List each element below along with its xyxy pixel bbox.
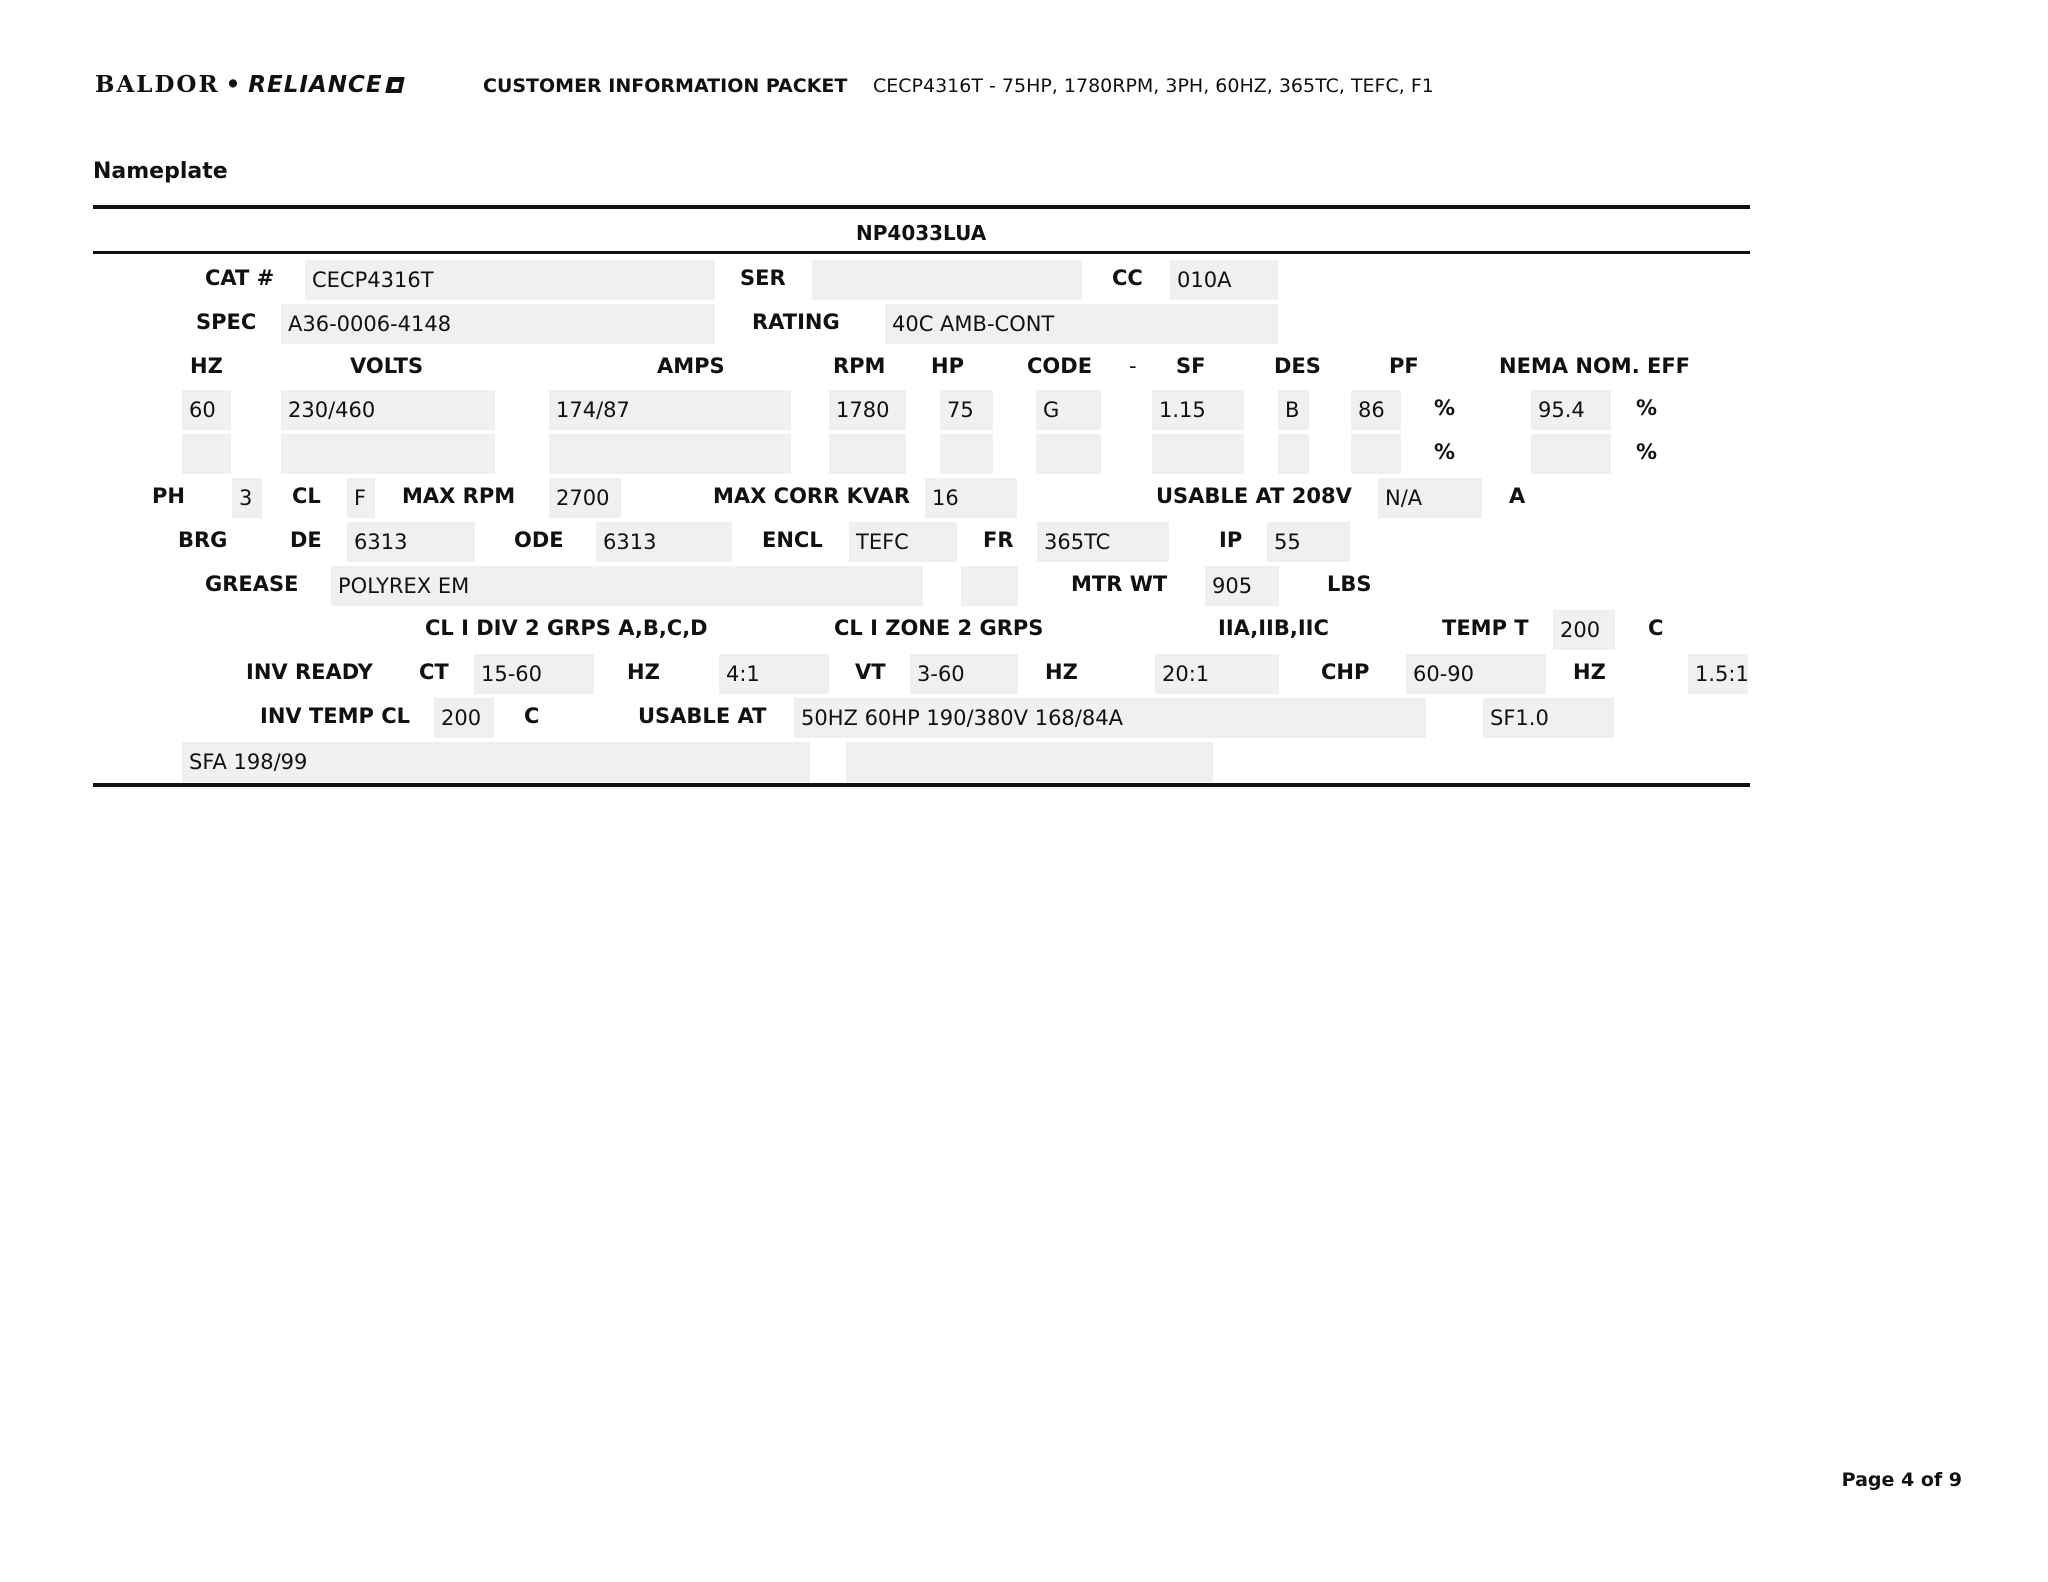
value-code: G	[1036, 390, 1101, 430]
label-ip: IP	[1219, 528, 1243, 552]
value-inv-temp-cl: 200	[434, 698, 494, 738]
label-temp-unit: C	[1648, 616, 1664, 640]
label-inv-ready: INV READY	[246, 660, 373, 684]
nameplate-bottom-rule	[93, 783, 1750, 787]
label-usable-at: USABLE AT	[638, 704, 767, 728]
value-ser	[812, 260, 1082, 300]
brand-right: RELIANCE	[248, 71, 383, 98]
label-de: DE	[290, 528, 322, 552]
label-rpm: RPM	[833, 354, 886, 378]
nameplate-code: NP4033LUA	[856, 221, 987, 245]
label-vt-hz: HZ	[1045, 660, 1078, 684]
label-zone-groups: IIA,IIB,IIC	[1218, 616, 1329, 640]
label-vt: VT	[855, 660, 886, 684]
value-ip: 55	[1267, 522, 1350, 562]
value-des: B	[1278, 390, 1309, 430]
value-cl: F	[347, 478, 375, 518]
value-amps: 174/87	[549, 390, 791, 430]
label-grease: GREASE	[205, 572, 299, 596]
label-cl1-zone2: CL I ZONE 2 GRPS	[834, 616, 1044, 640]
label-fr: FR	[983, 528, 1014, 552]
label-mtr-wt: MTR WT	[1071, 572, 1168, 596]
value-ct: 15-60	[474, 654, 594, 694]
label-nema-eff: NEMA NOM. EFF	[1499, 354, 1691, 378]
value-spec: A36-0006-4148	[281, 304, 715, 344]
label-cc: CC	[1112, 266, 1143, 290]
brand-dot: •	[225, 71, 243, 98]
value-sfa-extra	[846, 742, 1213, 782]
label-chp-hz: HZ	[1573, 660, 1606, 684]
value-amps-2	[549, 434, 791, 474]
label-cat: CAT #	[205, 266, 275, 290]
value-vt-ratio: 20:1	[1155, 654, 1279, 694]
label-chp: CHP	[1321, 660, 1370, 684]
value-grease: POLYREX EM	[331, 566, 923, 606]
label-ode: ODE	[514, 528, 564, 552]
label-pf-pct: %	[1434, 396, 1456, 420]
label-max-corr-kvar: MAX CORR KVAR	[713, 484, 911, 508]
value-mtr-wt: 905	[1205, 566, 1279, 606]
value-chp: 60-90	[1406, 654, 1546, 694]
page-number: Page 4 of 9	[1841, 1469, 1962, 1491]
label-ct: CT	[419, 660, 449, 684]
value-de: 6313	[347, 522, 475, 562]
label-inv-temp-cl: INV TEMP CL	[260, 704, 411, 728]
value-chp-ratio: 1.5:1	[1688, 654, 1748, 694]
value-encl: TEFC	[849, 522, 957, 562]
value-rpm: 1780	[829, 390, 906, 430]
value-hp-2	[940, 434, 993, 474]
value-sf-2	[1152, 434, 1244, 474]
value-sf: 1.15	[1152, 390, 1244, 430]
label-volts: VOLTS	[350, 354, 424, 378]
label-pf: PF	[1389, 354, 1419, 378]
label-brg: BRG	[178, 528, 228, 552]
label-inv-temp-unit: C	[524, 704, 540, 728]
label-ph: PH	[152, 484, 185, 508]
label-hp: HP	[931, 354, 964, 378]
value-cat: CECP4316T	[305, 260, 715, 300]
value-volts: 230/460	[281, 390, 495, 430]
label-cl1-div2: CL I DIV 2 GRPS A,B,C,D	[425, 616, 708, 640]
label-cl: CL	[292, 484, 321, 508]
label-usable-208: USABLE AT 208V	[1156, 484, 1352, 508]
value-sfa: SFA 198/99	[182, 742, 810, 782]
value-nema-eff-2	[1531, 434, 1611, 474]
label-max-rpm: MAX RPM	[402, 484, 516, 508]
label-eff-pct-2: %	[1636, 440, 1658, 464]
brand-mark-icon	[385, 77, 404, 93]
brand-left: BALDOR	[95, 71, 220, 98]
packet-title: CUSTOMER INFORMATION PACKET	[483, 75, 848, 97]
label-hz: HZ	[190, 354, 223, 378]
label-ser: SER	[740, 266, 786, 290]
value-rating: 40C AMB-CONT	[885, 304, 1278, 344]
value-rpm-2	[829, 434, 906, 474]
product-description: CECP4316T - 75HP, 1780RPM, 3PH, 60HZ, 365TC, TEFC, F1	[873, 75, 1434, 97]
label-temp-t: TEMP T	[1442, 616, 1529, 640]
label-pf-pct-2: %	[1434, 440, 1456, 464]
label-code: CODE	[1027, 354, 1093, 378]
label-spec: SPEC	[196, 310, 257, 334]
value-vt: 3-60	[910, 654, 1018, 694]
value-pf: 86	[1351, 390, 1401, 430]
value-usable-sf: SF1.0	[1483, 698, 1614, 738]
value-max-corr-kvar: 16	[925, 478, 1017, 518]
value-ph: 3	[232, 478, 262, 518]
label-sf: SF	[1176, 354, 1206, 378]
value-volts-2	[281, 434, 495, 474]
label-lbs: LBS	[1327, 572, 1372, 596]
nameplate-top-rule	[93, 205, 1750, 209]
value-temp-t: 200	[1553, 610, 1615, 650]
value-cc: 010A	[1170, 260, 1278, 300]
label-inv-hz: HZ	[627, 660, 660, 684]
value-pf-2	[1351, 434, 1401, 474]
value-hp: 75	[940, 390, 993, 430]
value-usable-208: N/A	[1378, 478, 1482, 518]
value-ct-ratio: 4:1	[719, 654, 829, 694]
value-ode: 6313	[596, 522, 732, 562]
value-des-2	[1278, 434, 1309, 474]
label-encl: ENCL	[762, 528, 823, 552]
label-code-dash: -	[1129, 354, 1137, 378]
value-nema-eff: 95.4	[1531, 390, 1611, 430]
value-fr: 365TC	[1037, 522, 1169, 562]
label-des: DES	[1274, 354, 1321, 378]
label-amps: AMPS	[657, 354, 725, 378]
nameplate-header-rule	[93, 251, 1750, 254]
label-eff-pct: %	[1636, 396, 1658, 420]
section-title: Nameplate	[93, 159, 228, 184]
value-max-rpm: 2700	[549, 478, 621, 518]
value-hz: 60	[182, 390, 231, 430]
label-amp-unit: A	[1509, 484, 1526, 508]
value-code-2	[1036, 434, 1101, 474]
brand-logo	[95, 71, 403, 98]
value-hz-2	[182, 434, 231, 474]
label-rating: RATING	[752, 310, 840, 334]
value-usable-at: 50HZ 60HP 190/380V 168/84A	[794, 698, 1426, 738]
value-grease-extra	[961, 566, 1018, 606]
